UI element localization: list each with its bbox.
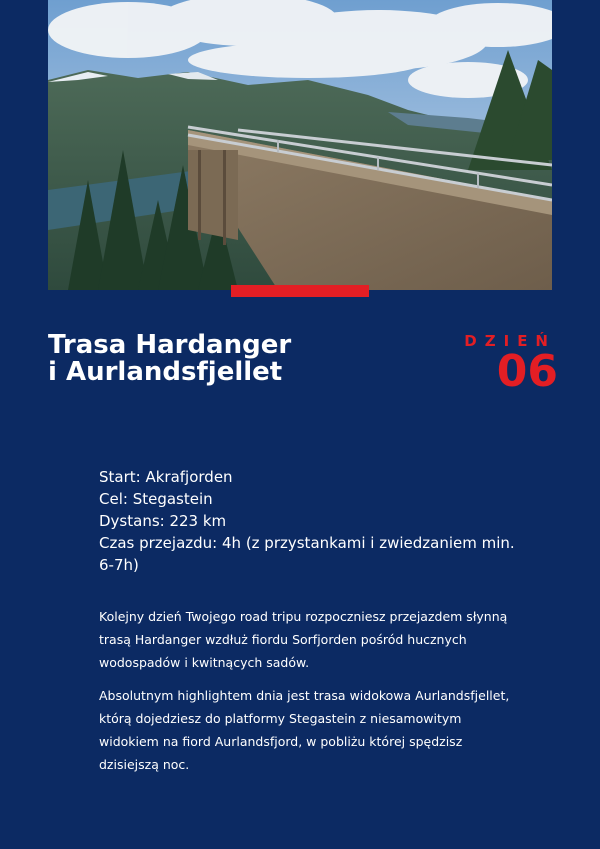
day-number: 06: [496, 346, 558, 397]
accent-bar: [231, 285, 369, 297]
fact-distance: Dystans: 223 km: [99, 512, 227, 530]
day-label: DZIEŃ: [464, 332, 556, 350]
hero-photo: [48, 0, 552, 290]
fact-destination: Cel: Stegastein: [99, 490, 213, 508]
title-line-1: Trasa Hardanger: [48, 330, 292, 360]
fact-start: Start: Akrafjorden: [99, 468, 233, 486]
description-paragraph-1: Kolejny dzień Twojego road tripu rozpoczniesz przejazdem słynną trasą Hardanger wzdłuż fiordu Sorfjorden pośród hucznych wodospadów i kwitnących sadów.: [99, 609, 508, 670]
description-paragraph-2: Absolutnym highlightem dnia jest trasa widokowa Aurlandsfjellet, którą dojedziesz do platformy Stegastein z niesamowitym widokiem na fiord Aurlandsfjord, w pobliżu której spędzisz dzisiejszą noc.: [99, 688, 510, 772]
stegastein-platform-illustration: [48, 0, 552, 290]
trip-facts: [99, 466, 519, 576]
fact-drive-time: Czas przejazdu: 4h (z przystankami i zwiedzaniem min. 6-7h): [99, 534, 515, 574]
title-line-2: i Aurlandsfjellet: [48, 357, 283, 387]
page-title: [48, 332, 378, 386]
